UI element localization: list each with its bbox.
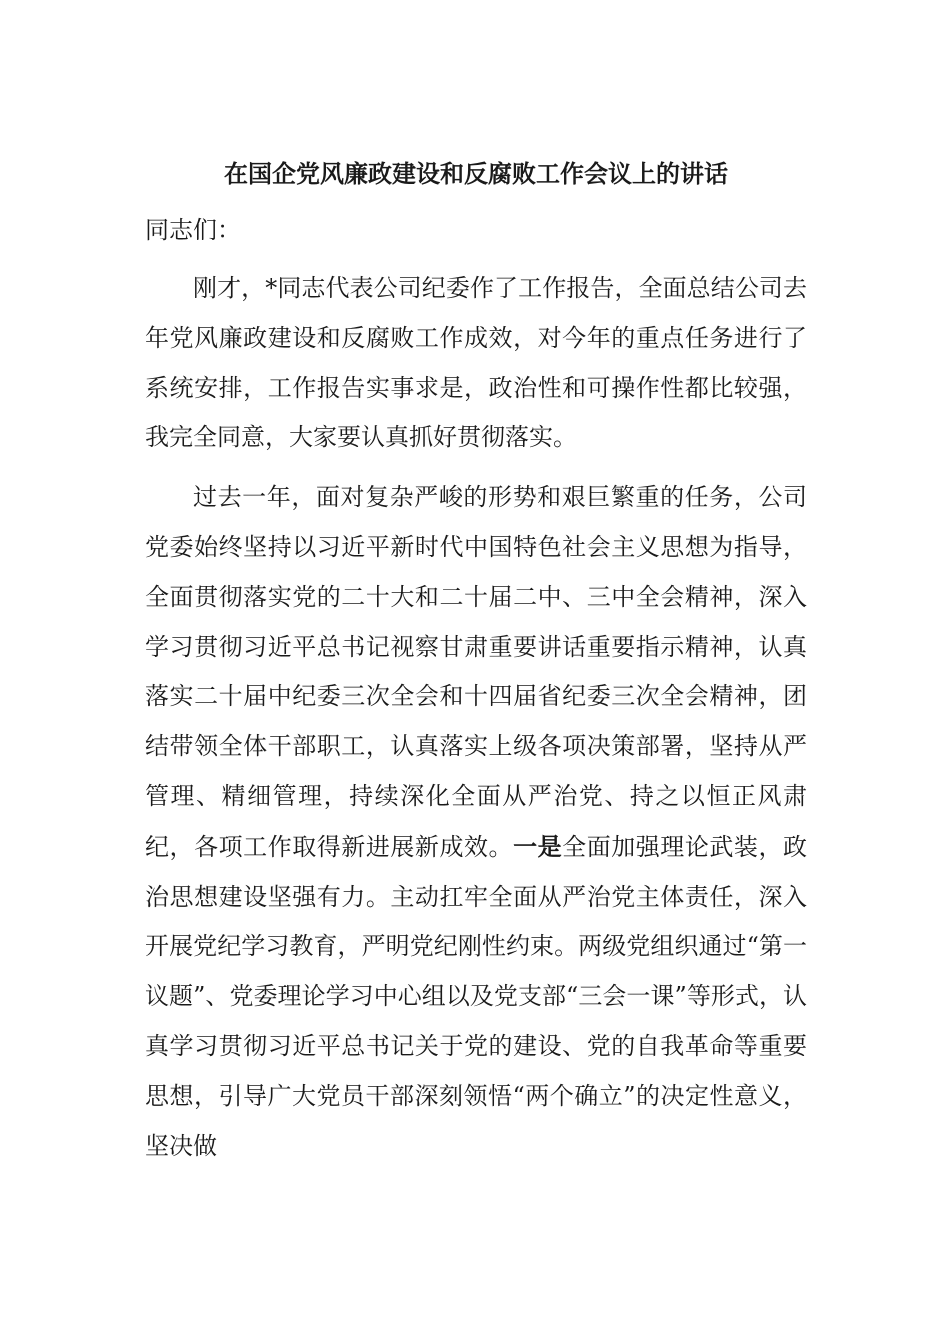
paragraph-review [145, 473, 807, 1171]
point-one-text: 全面加强理论武装，政治思想建设坚强有力。主动扛牢全面从严治党主体责任，深入开展党纪学习教育，严明党纪刚性约束。两级党组织通过“第一议题”、党委理论学习中心组以及党支部“三会一课”等形式，认真学习贯彻习近平总书记关于党的建设、党的自我革命等重要思想，引导广大党员干部深刻领悟“两个确立”的决定性意义，坚决做 [145, 832, 808, 1160]
salutation: 同志们： [145, 216, 241, 244]
point-one-lead: 一是 [513, 831, 563, 861]
document-page [145, 152, 807, 1171]
paragraph-opening: 刚才，*同志代表公司纪委作了工作报告，全面总结公司去年党风廉政建设和反腐败工作成效，对今年的重点任务进行了系统安排，工作报告实事求是，政治性和可操作性都比较强，我完全同意，大家要认真抓好贯彻落实。 [145, 274, 807, 452]
document-title: 在国企党风廉政建设和反腐败工作会议上的讲话 [224, 160, 728, 188]
paragraph-review-text: 过去一年，面对复杂严峻的形势和艰巨繁重的任务，公司党委始终坚持以习近平新时代中国特色社会主义思想为指导，全面贯彻落实党的二十大和二十届二中、三中全会精神，深入学习贯彻习近平总书记视察甘肃重要讲话重要指示精神，认真落实二十届中纪委三次全会和十四届省纪委三次全会精神，团结带领全体干部职工，认真落实上级各项决策部署，坚持从严管理、精细管理，持续深化全面从严治党、持之以恒正风肃纪，各项工作取得新进展新成效。 [145, 483, 807, 861]
